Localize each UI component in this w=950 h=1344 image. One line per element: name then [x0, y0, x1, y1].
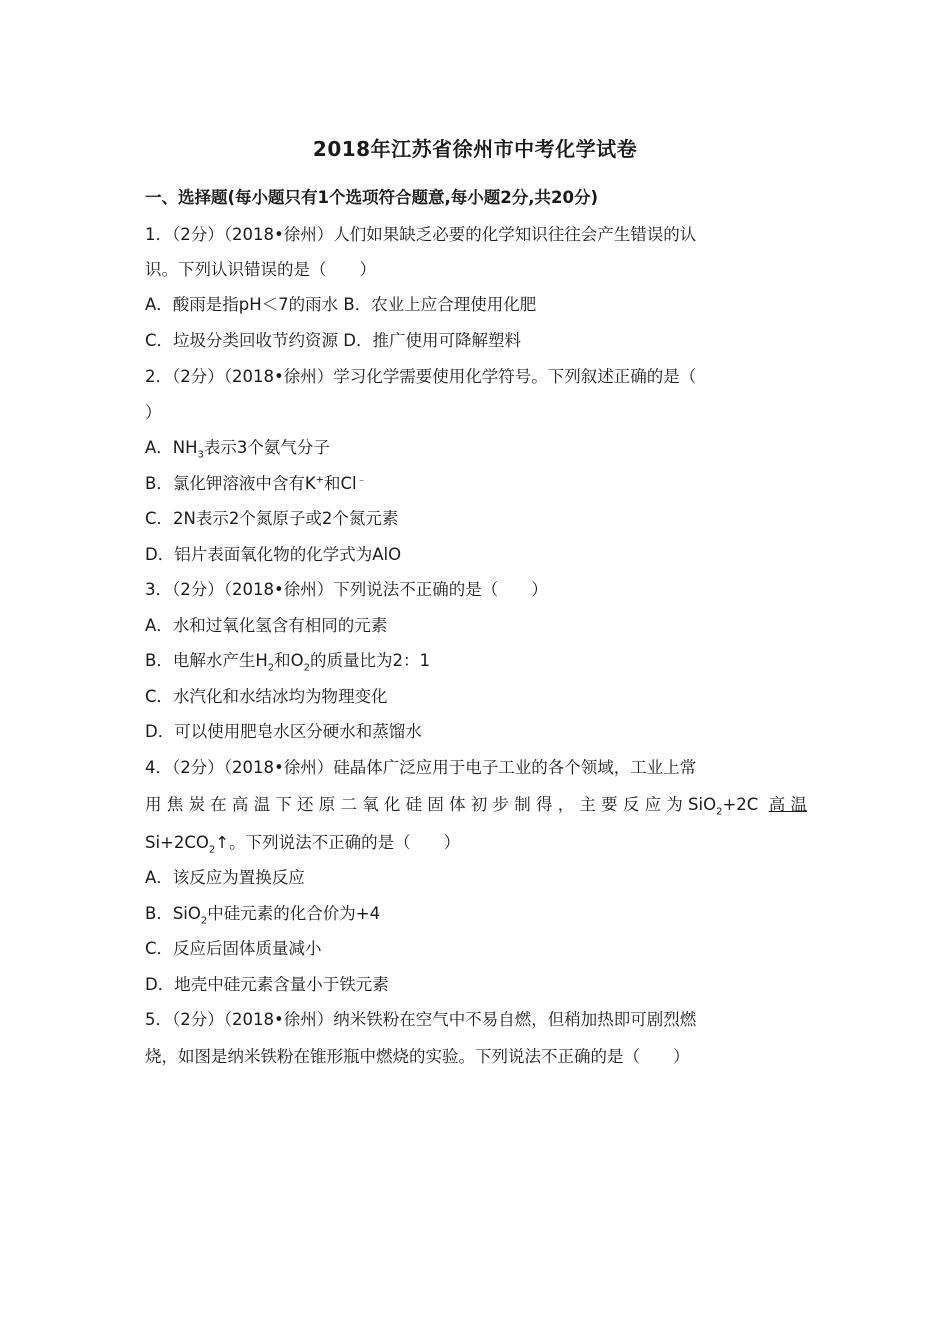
subscript: 2 — [200, 915, 208, 927]
question-2-stem: 2．（2分）（2018•徐州）学习化学需要使用化学符号。下列叙述正确的是（ — [145, 367, 697, 386]
question-3-option-b — [145, 650, 430, 672]
question-2-option-d: D．铝片表面氧化物的化学式为AlO — [145, 545, 402, 564]
question-2-option-b — [145, 473, 367, 495]
option-text: 中硅元素的化合价为+4 — [207, 904, 381, 923]
question-4-option-d: D．地壳中硅元素含量小于铁元素 — [145, 975, 389, 994]
option-text: 和Cl — [324, 474, 357, 493]
question-4-option-c: C．反应后固体质量减小 — [145, 939, 322, 958]
subscript: 2 — [716, 806, 723, 818]
superscript: ﹣ — [356, 474, 367, 486]
option-text: 表示3个氨气分子 — [203, 438, 330, 457]
stem-text: Si+2CO — [145, 833, 209, 852]
question-4-option-a: A．该反应为置换反应 — [145, 868, 305, 887]
option-text: 和O — [274, 651, 304, 670]
question-1-stem-cont: 识。下列认识错误的是（ ） — [145, 260, 376, 279]
question-3-option-d: D．可以使用肥皂水区分硬水和蒸馏水 — [145, 722, 422, 741]
option-text: B．SiO — [145, 904, 201, 923]
question-2-option-c: C．2N表示2个氮原子或2个氮元素 — [145, 509, 399, 528]
stem-text: 用焦炭在高温下还原二氧化硅固体初步制得，主要反应为SiO — [145, 795, 717, 814]
option-text: B．氯化钾溶液中含有K — [145, 474, 316, 493]
subscript: 2 — [303, 662, 310, 674]
superscript: + — [315, 474, 325, 486]
stem-text: ↑。下列说法不正确的是（ ） — [215, 833, 461, 852]
question-1-stem: 1．（2分）（2018•徐州）人们如果缺乏必要的化学知识往往会产生错误的认 — [145, 225, 697, 244]
question-5-stem-cont: 烧，如图是纳米铁粉在锥形瓶中燃烧的实验。下列说法不正确的是（ ） — [145, 1047, 690, 1066]
question-3-option-c: C．水汽化和水结冰均为物理变化 — [145, 687, 388, 706]
question-1-options-ab: A．酸雨是指pH＜7的雨水 B．农业上应合理使用化肥 — [145, 295, 537, 314]
question-2-option-a — [145, 437, 330, 459]
option-text: A．NH — [145, 438, 198, 457]
section-heading: 一、选择题(每小题只有1个选项符合题意,每小题2分,共20分) — [145, 188, 599, 207]
subscript: 2 — [208, 844, 216, 856]
stem-text: +2C — [722, 795, 759, 814]
subscript: 2 — [267, 662, 275, 674]
question-3-stem: 3．（2分）（2018•徐州）下列说法不正确的是（ ） — [145, 580, 548, 599]
reaction-condition: 高温 — [768, 795, 808, 814]
question-4-stem-cont2 — [145, 832, 460, 854]
question-4-stem-cont — [145, 794, 807, 816]
option-text: B．电解水产生H — [145, 651, 268, 670]
question-5-stem: 5．（2分）（2018•徐州）纳米铁粉在空气中不易自燃，但稍加热即可剧烈燃 — [145, 1010, 697, 1029]
page-title: 2018年江苏省徐州市中考化学试卷 — [312, 137, 638, 161]
subscript: 3 — [197, 449, 204, 461]
question-4-stem: 4．（2分）（2018•徐州）硅晶体广泛应用于电子工业的各个领域，工业上常 — [145, 758, 697, 777]
question-2-stem-cont: ） — [145, 403, 162, 422]
option-text: 的质量比为2：1 — [309, 651, 430, 670]
question-4-option-b — [145, 903, 380, 925]
question-1-options-cd: C．垃圾分类回收节约资源 D．推广使用可降解塑料 — [145, 331, 521, 350]
question-3-option-a: A．水和过氧化氢含有相同的元素 — [145, 616, 388, 635]
